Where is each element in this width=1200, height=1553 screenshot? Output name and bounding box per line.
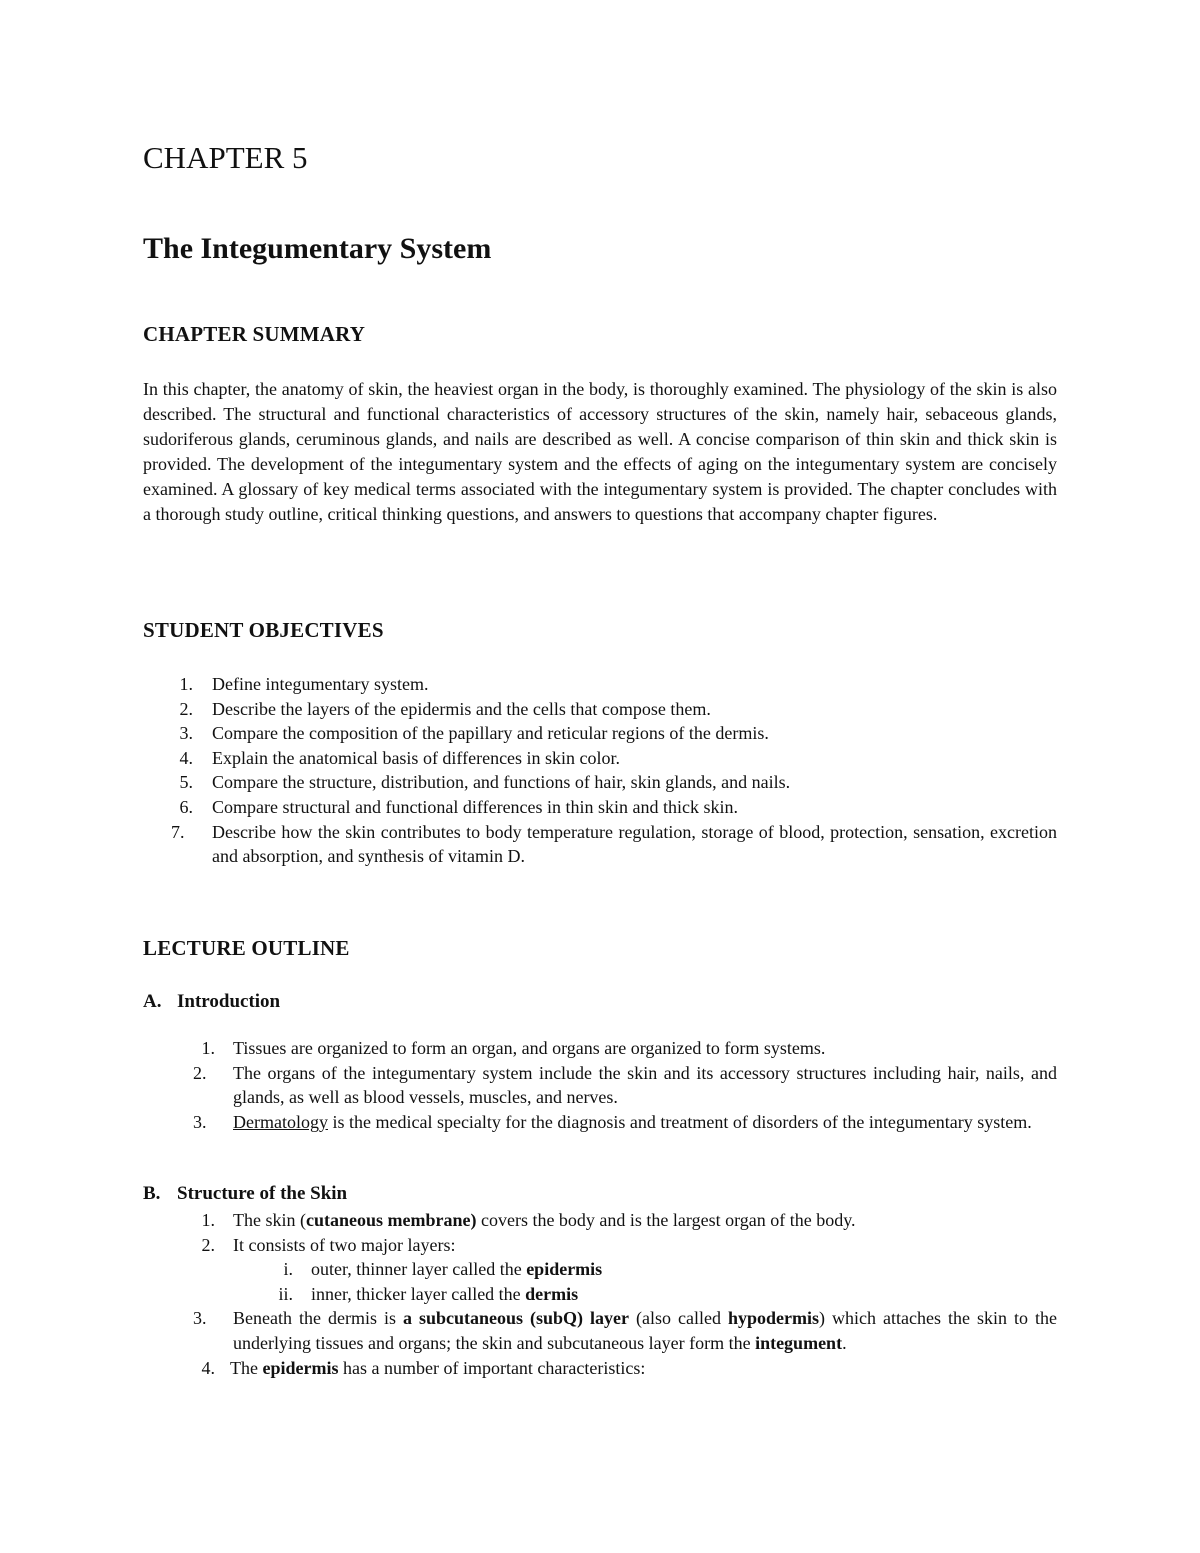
section-a-label: A.: [143, 991, 162, 1012]
item-number: 7.: [171, 821, 185, 842]
list-item: [143, 697, 1057, 722]
key-term: dermis: [525, 1283, 579, 1304]
item-text: (also called: [629, 1308, 729, 1329]
item-number: ii.: [278, 1283, 293, 1304]
item-number: 2.: [193, 1062, 207, 1083]
outline-heading: LECTURE OUTLINE: [143, 936, 350, 960]
introduction-list: [143, 1036, 1057, 1134]
item-text: has a number of important characteristics:: [338, 1357, 646, 1378]
list-item: [143, 820, 1057, 869]
list-item: [143, 770, 1057, 795]
section-b-label: B.: [143, 1183, 161, 1204]
sub-list-item: [143, 1257, 1057, 1282]
list-item: [143, 1061, 1057, 1110]
item-text: outer, thinner layer called the: [311, 1259, 527, 1280]
key-term: integument: [755, 1332, 843, 1353]
item-text: ) which attaches the skin to the underlying tissues and organs; the skin and subcutaneous layer form the: [233, 1308, 1057, 1353]
section-a-title: Introduction: [177, 991, 281, 1012]
key-term: a subcutaneous (subQ) layer: [402, 1308, 630, 1329]
sub-list-item: [143, 1282, 1057, 1307]
list-item: [143, 746, 1057, 771]
item-number: 3.: [193, 1111, 207, 1132]
item-number: 3.: [179, 723, 193, 744]
item-text: Compare the composition of the papillary and reticular regions of the dermis.: [212, 723, 769, 744]
item-number: 4.: [179, 747, 193, 768]
item-text: Tissues are organized to form an organ, and organs are organized to form systems.: [233, 1038, 826, 1058]
section-b-heading: [143, 1183, 347, 1205]
list-item: [143, 795, 1057, 820]
item-text: Beneath the dermis is: [233, 1308, 403, 1329]
item-number: 4.: [201, 1357, 215, 1378]
key-term: cutaneous membrane): [305, 1210, 477, 1230]
item-number: 3.: [193, 1308, 207, 1329]
key-term: hypodermis: [728, 1308, 820, 1329]
dermatology-term: Dermatology: [233, 1111, 328, 1132]
item-text: Compare structural and functional differences in thin skin and thick skin.: [212, 796, 739, 817]
objectives-list: [143, 672, 1057, 869]
list-item: [143, 1110, 1057, 1135]
item-text: Compare the structure, distribution, and functions of hair, skin glands, and nails.: [212, 772, 791, 793]
item-text: Describe how the skin contributes to body temperature regulation, storage of blood, protection, sensation, excretion and absorption, and synthesis of vitamin D.: [212, 821, 1057, 867]
list-item: [143, 672, 1057, 697]
objectives-heading: STUDENT OBJECTIVES: [143, 618, 384, 642]
structure-list: [143, 1208, 1057, 1380]
section-a-heading: [143, 991, 280, 1013]
summary-heading: CHAPTER SUMMARY: [143, 322, 366, 346]
item-number: 1.: [201, 1038, 215, 1058]
summary-paragraph: In this chapter, the anatomy of skin, the heaviest organ in the body, is thoroughly examined. The physiology of the skin is also described. The structural and functional characteristics of accessory structures of the skin, namely hair, sebaceous glands, sudoriferous glands, ceruminous glands, and nails are described as well. A concise comparison of thin skin and thick skin is provided. The development of the integumentary system and the effects of aging on the integumentary system are concisely examined. A glossary of key medical terms associated with the integumentary system is provided. The chapter concludes with a thorough study outline, critical thinking questions, and answers to questions that accompany chapter figures.: [143, 379, 1057, 524]
list-item: [143, 721, 1057, 746]
list-item: [143, 1356, 1057, 1381]
item-number: 1.: [179, 674, 193, 694]
list-item: [143, 1208, 1057, 1233]
item-number: 2.: [179, 698, 193, 719]
section-b-title: Structure of the Skin: [177, 1183, 348, 1204]
item-text: The skin (: [233, 1210, 306, 1230]
item-number: 1.: [201, 1210, 215, 1230]
item-text: The: [230, 1357, 263, 1378]
item-number: 2.: [201, 1234, 215, 1255]
item-text: inner, thicker layer called the: [311, 1283, 526, 1304]
item-text: .: [842, 1332, 847, 1353]
item-text: The organs of the integumentary system include the skin and its accessory structures including hair, nails, and glands, as well as blood vessels, muscles, and nerves.: [233, 1062, 1057, 1108]
item-text: It consists of two major layers:: [233, 1234, 456, 1255]
key-term: epidermis: [526, 1259, 603, 1280]
chapter-label: CHAPTER 5: [143, 140, 308, 175]
item-number: 5.: [179, 772, 193, 793]
key-term: epidermis: [262, 1357, 339, 1378]
list-item: [143, 1233, 1057, 1258]
item-text: is the medical specialty for the diagnosis and treatment of disorders of the integumentary system.: [327, 1111, 1032, 1132]
item-text: Define integumentary system.: [212, 674, 429, 694]
chapter-title: The Integumentary System: [143, 232, 492, 265]
item-number: 6.: [179, 796, 193, 817]
item-text: covers the body and is the largest organ of the body.: [476, 1210, 856, 1230]
list-item: [143, 1306, 1057, 1355]
item-number: i.: [283, 1259, 293, 1280]
item-text: Explain the anatomical basis of differences in skin color.: [212, 747, 621, 768]
list-item: [143, 1036, 1057, 1061]
item-text: Describe the layers of the epidermis and the cells that compose them.: [212, 698, 711, 719]
